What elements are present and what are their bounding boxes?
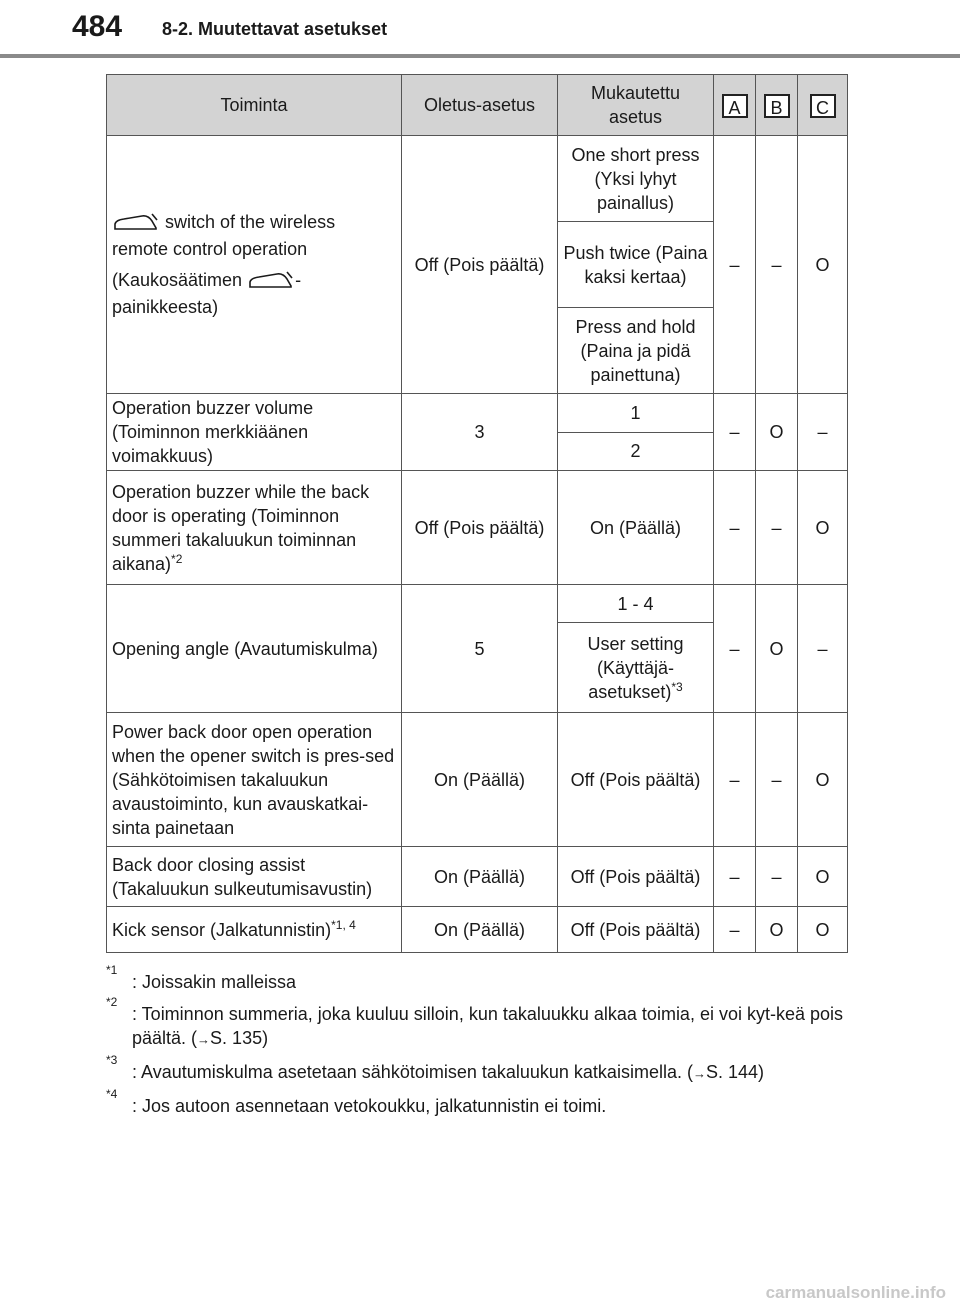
footnotes <box>106 963 846 1126</box>
page-number: 484 <box>72 10 123 43</box>
watermark: carmanualsonline.info <box>765 1283 946 1302</box>
row4-a: – <box>714 585 756 713</box>
row1-b: – <box>756 136 798 394</box>
row6-b: – <box>756 847 798 907</box>
row6-function: Back door closing assist (Takaluukun sulkeutumisavustin) <box>107 847 402 907</box>
row6-a: – <box>714 847 756 907</box>
row2-a: – <box>714 394 756 471</box>
row3-function: Operation buzzer while the back door is operating (Toiminnon summeri takaluukun toiminnan aikana)$^{*2}$ <box>107 471 402 585</box>
header-custom: Mukautettu asetus <box>558 75 714 136</box>
row4-option2: User setting (Käyttäjä-asetukset)$^{*3}$ <box>558 623 714 713</box>
row5-function: Power back door open operation when the opener switch is pres-sed (Sähkötoimisen takaluukun avaustoiminto, kun avauskatkai-sinta painetaan <box>107 713 402 847</box>
table-row <box>107 585 848 623</box>
row2-option1: 1 <box>558 394 714 433</box>
row1-default: Off (Pois päältä) <box>402 136 558 394</box>
footnote-2: *2 : Toiminnon summeria, joka kuuluu silloin, kun takaluukku alkaa toimia, ei voi kyt-keä pois päältä. (→S. 135) <box>106 995 844 1048</box>
header-a <box>714 75 756 136</box>
row3-a: – <box>714 471 756 585</box>
row1-line3: (Kaukosäätimen - <box>112 269 302 290</box>
row5-b: – <box>756 713 798 847</box>
row7-default: On (Päällä) <box>402 907 558 953</box>
row4-default: 5 <box>402 585 558 713</box>
row1-option1: One short press (Yksi lyhyt painallus) <box>558 136 714 222</box>
footnote-1: *1 : Joissakin malleissa <box>106 963 297 992</box>
section-title: 8-2. Muutettavat asetukset <box>162 19 388 39</box>
header-a-box: A <box>722 94 748 118</box>
row2-function: Operation buzzer volume (Toiminnon merkkiäänen voimakkuus) <box>107 394 402 471</box>
footnote-3: *3 : Avautumiskulma asetetaan sähkötoimisen takaluukun katkaisimella. (→S. 144) <box>106 1053 764 1082</box>
header-b <box>756 75 798 136</box>
row7-c: O <box>798 907 848 953</box>
row5-a: – <box>714 713 756 847</box>
row1-line1: switch of the wireless <box>112 209 396 236</box>
table-row <box>107 713 848 847</box>
row1-option3: Press and hold (Paina ja pidä painettuna) <box>558 308 714 394</box>
table-row <box>107 907 848 953</box>
row3-option1: On (Päällä) <box>558 471 714 585</box>
row2-option2: 2 <box>558 432 714 471</box>
back-door-car-icon <box>247 270 295 290</box>
row1-a: – <box>714 136 756 394</box>
row6-default: On (Päällä) <box>402 847 558 907</box>
row2-c: – <box>798 394 848 471</box>
arrow-right-icon: → <box>197 1032 211 1047</box>
row6-option1: Off (Pois päältä) <box>558 847 714 907</box>
header-default: Oletus-asetus <box>402 75 558 136</box>
row5-option1: Off (Pois päältä) <box>558 713 714 847</box>
row2-default: 3 <box>402 394 558 471</box>
row4-option1: 1 - 4 <box>558 585 714 623</box>
row1-line4: painikkeesta) <box>112 296 219 317</box>
row7-function: Kick sensor (Jalkatunnistin)$^{*1, 4}$ <box>107 907 402 953</box>
row5-c: O <box>798 713 848 847</box>
settings-table <box>106 74 848 953</box>
row1-line2: remote control operation <box>112 238 308 259</box>
table-header-row <box>107 75 848 136</box>
row3-b: – <box>756 471 798 585</box>
row2-b: O <box>756 394 798 471</box>
row5-default: On (Päällä) <box>402 713 558 847</box>
row3-c: O <box>798 471 848 585</box>
table-row <box>107 394 848 433</box>
table-row <box>107 136 848 222</box>
row4-function: Opening angle (Avautumiskulma) <box>107 585 402 713</box>
header-rule <box>0 54 960 58</box>
row3-default: Off (Pois päältä) <box>402 471 558 585</box>
table-row <box>107 847 848 907</box>
row4-c: – <box>798 585 848 713</box>
row6-c: O <box>798 847 848 907</box>
header-c <box>798 75 848 136</box>
row1-option2: Push twice (Paina kaksi kertaa) <box>558 222 714 308</box>
footnote-4: *4 : Jos autoon asennetaan vetokoukku, jalkatunnistin ei toimi. <box>106 1087 607 1116</box>
header-function: Toiminta <box>107 75 402 136</box>
row1-function <box>107 136 402 394</box>
arrow-right-icon: → <box>692 1066 706 1081</box>
header-c-box: C <box>810 94 836 118</box>
row7-b: O <box>756 907 798 953</box>
row1-c: O <box>798 136 848 394</box>
table-row <box>107 471 848 585</box>
row7-option1: Off (Pois päältä) <box>558 907 714 953</box>
row4-b: O <box>756 585 798 713</box>
header-b-box: B <box>764 94 790 118</box>
back-door-car-icon <box>112 212 160 232</box>
row7-a: – <box>714 907 756 953</box>
